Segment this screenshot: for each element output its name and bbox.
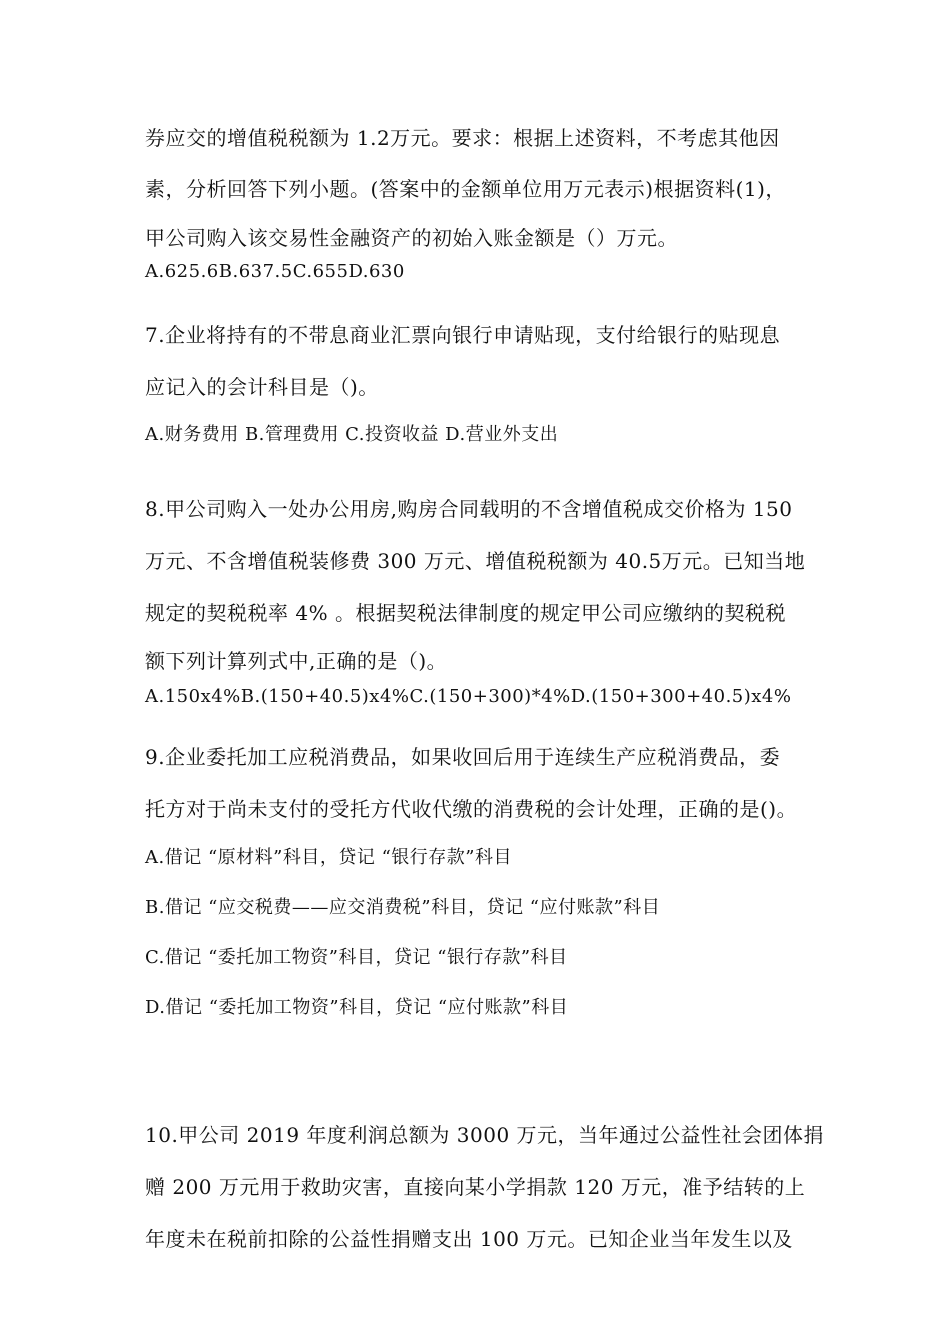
question-8-line: 8.甲公司购入一处办公用房,购房合同载明的不含增值税成交价格为 150 [145,497,793,521]
question-9-line: 9.企业委托加工应税消费品，如果收回后用于连续生产应税消费品，委 [145,745,781,769]
text-line: 规定的契税税率 4% 。根据契税法律制度的规定甲公司应缴纳的契税税 [145,601,786,625]
text-line: 年度未在税前扣除的公益性捐赠支出 100 万元。已知企业当年发生以及 [145,1227,793,1251]
question-10-line: 10.甲公司 2019 年度利润总额为 3000 万元，当年通过公益性社会团体捐 [145,1123,825,1147]
answer-option-d: D.借记 “委托加工物资”科目，贷记 “应付账款”科目 [145,997,569,1018]
text-line: 额下列计算列式中,正确的是（)。 [145,649,448,673]
text-line: 甲公司购入该交易性金融资产的初始入账金额是（）万元。 [145,226,678,250]
answer-options-line: A.625.6B.637.5C.655D.630 [145,261,405,282]
text-line: 托方对于尚未支付的受托方代收代缴的消费税的会计处理，正确的是()。 [145,797,798,821]
answer-option-b: B.借记 “应交税费——应交消费税”科目，贷记 “应付账款”科目 [145,897,661,918]
question-7-line: 7.企业将持有的不带息商业汇票向银行申请贴现，支付给银行的贴现息 [145,323,781,347]
answer-options-line: A.财务费用 B.管理费用 C.投资收益 D.营业外支出 [145,424,559,445]
text-line: 万元、不含增值税装修费 300 万元、增值税税额为 40.5万元。已知当地 [145,549,806,573]
answer-options-line: A.150x4%B.(150+40.5)x4%C.(150+300)*4%D.(150+300+40.5)x4% [145,686,792,707]
answer-option-c: C.借记 “委托加工物资”科目，贷记 “银行存款”科目 [145,947,568,968]
text-line: 赠 200 万元用于救助灾害，直接向某小学捐款 120 万元，准予结转的上 [145,1175,806,1199]
answer-option-a: A.借记 “原材料”科目，贷记 “银行存款”科目 [145,847,512,868]
text-line: 素，分析回答下列小题。(答案中的金额单位用万元表示)根据资料(1)， [145,177,786,201]
text-line: 应记入的会计科目是（)。 [145,375,379,399]
text-line: 券应交的增值税税额为 1.2万元。要求：根据上述资料，不考虑其他因 [145,126,780,150]
